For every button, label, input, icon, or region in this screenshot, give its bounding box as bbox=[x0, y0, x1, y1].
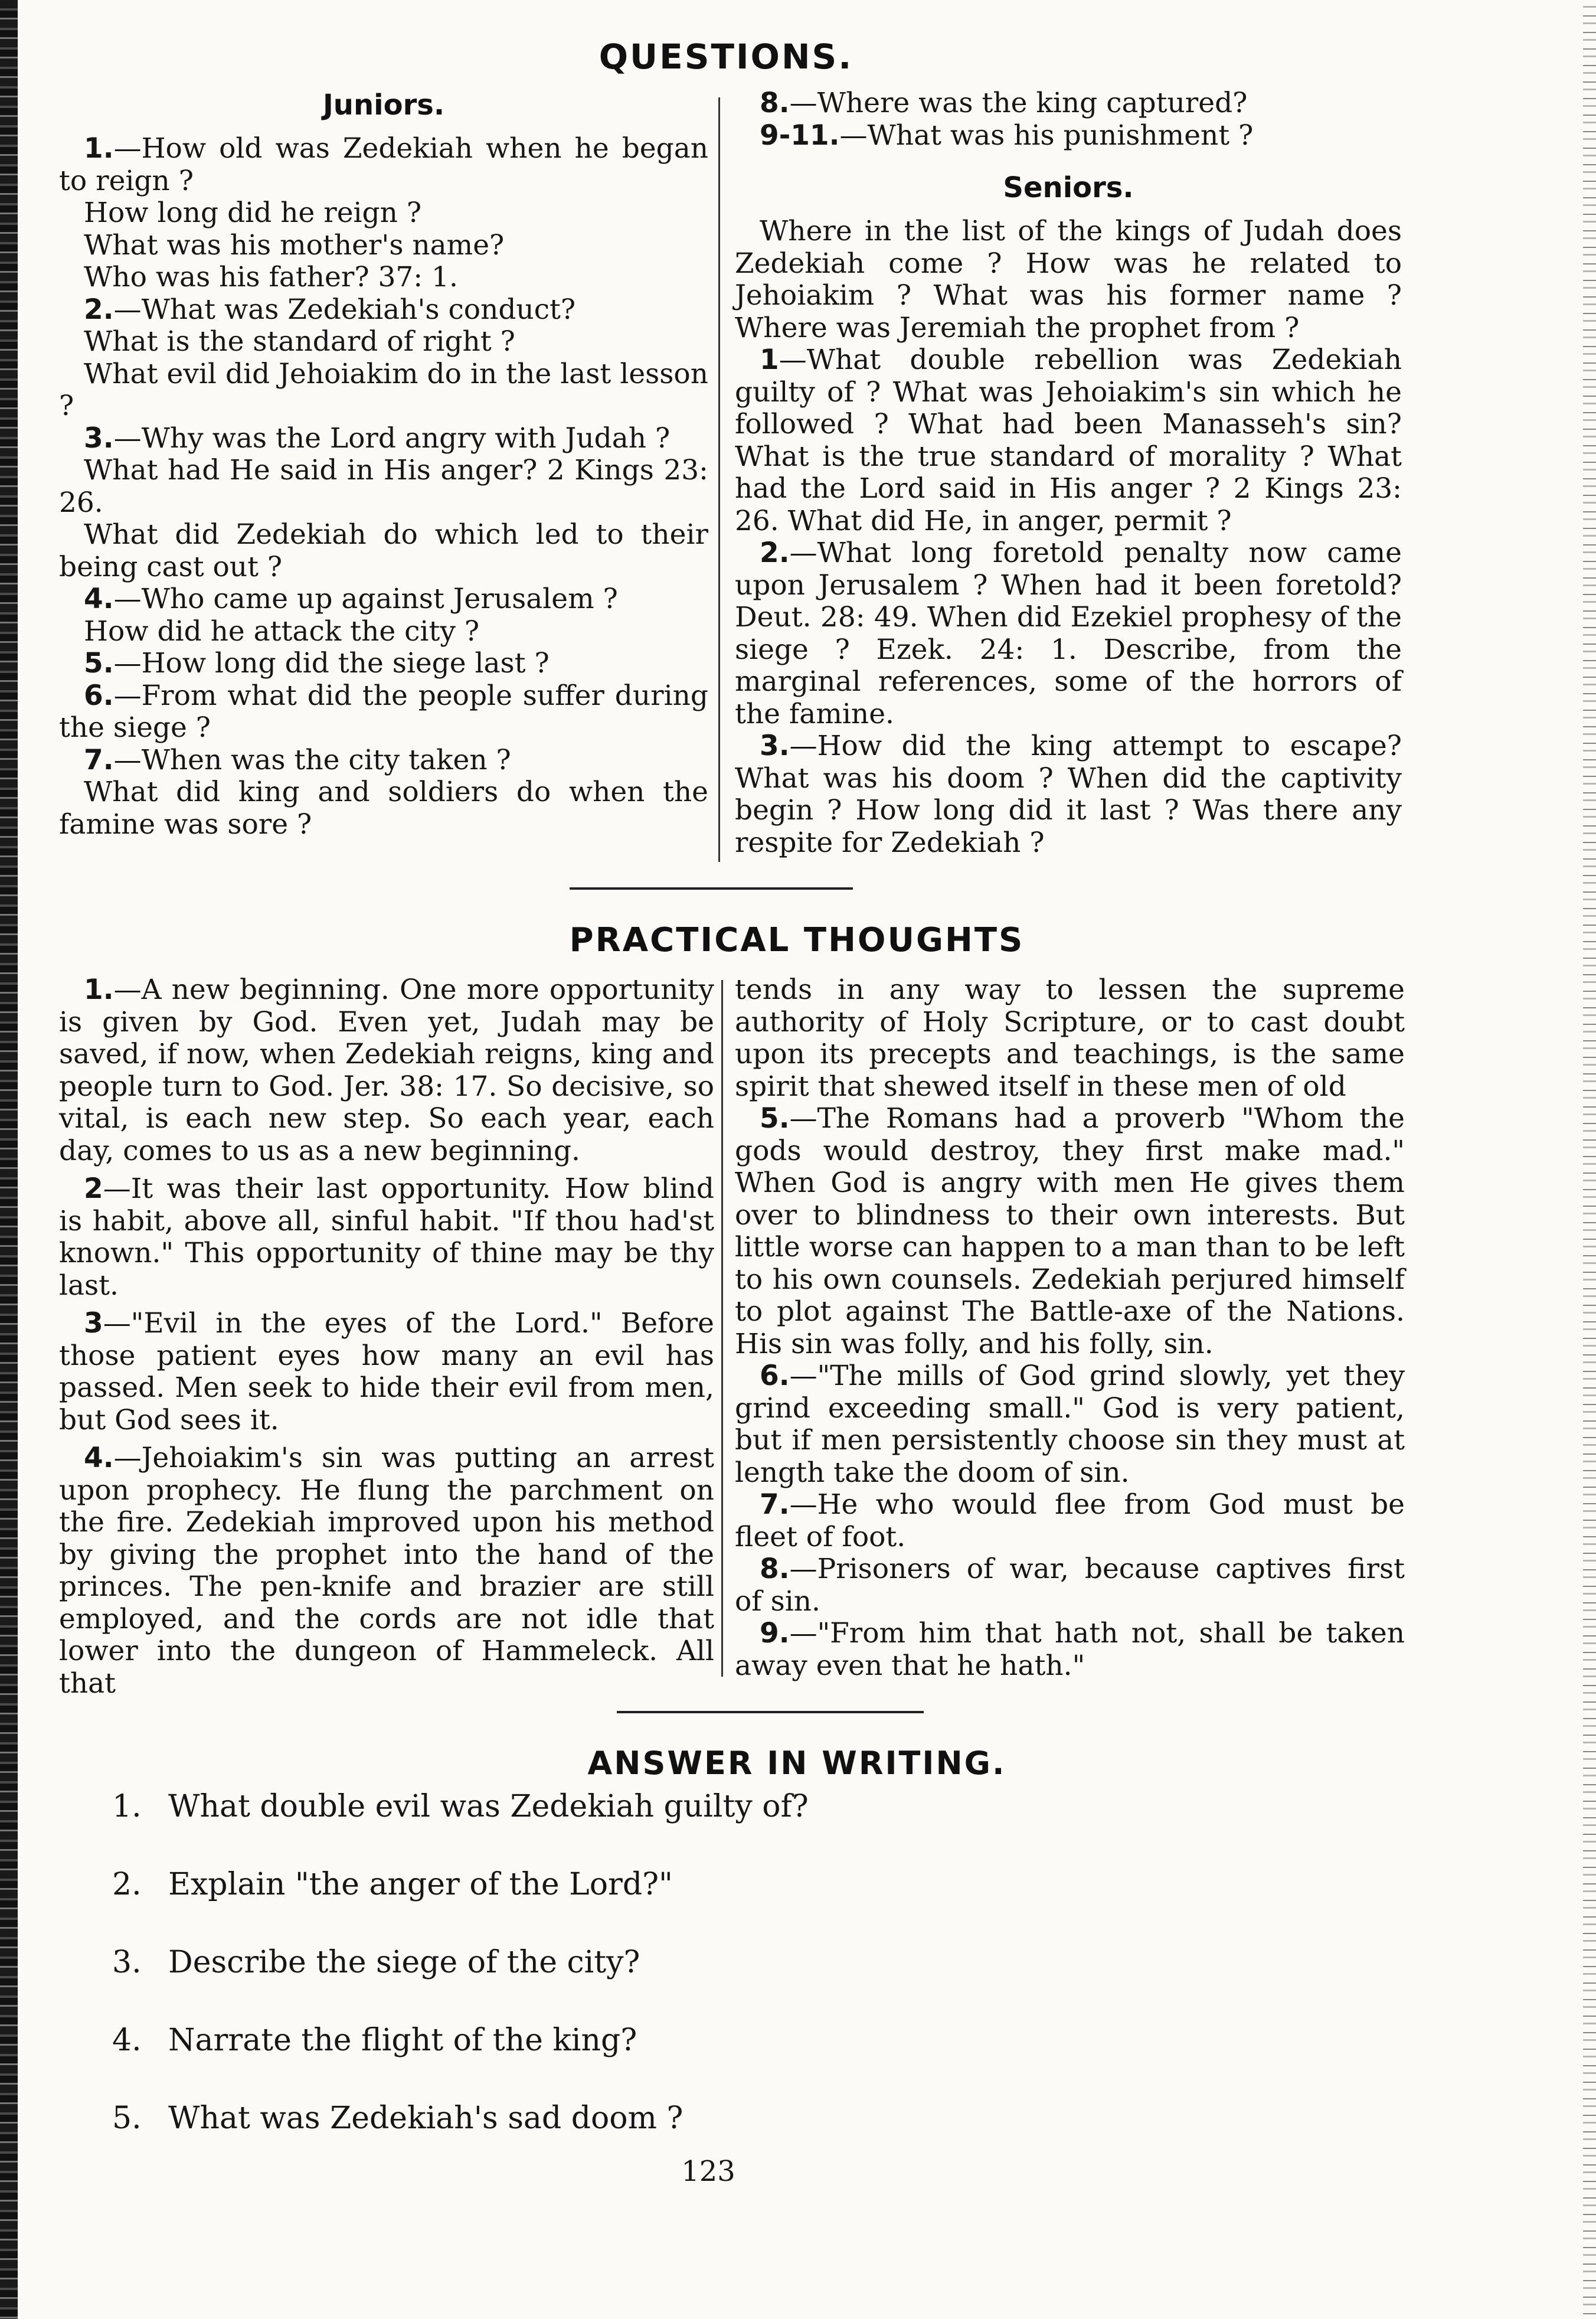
item-number: 3. bbox=[84, 422, 114, 455]
item-text: —"Evil in the eyes of the Lord." Before those patient eyes how many an evil has passed. Men seek to hide their evil from men, but God sees it. bbox=[59, 1307, 714, 1436]
item-text: —What was his punishment ? bbox=[839, 119, 1254, 152]
item-number: 5. bbox=[84, 647, 114, 680]
thought-item bbox=[59, 1442, 714, 1700]
practical-thoughts-left bbox=[59, 974, 714, 1700]
item-text: —Where was the king captured? bbox=[789, 87, 1248, 119]
item-text: —"From him that hath not, shall be taken away even that he hath." bbox=[735, 1617, 1405, 1682]
answer-number: 3. bbox=[112, 1945, 142, 1980]
item-text: —What double rebellion was Zedekiah guilty of ? What was Jehoiakim's sin which he followed ? What had been Manasseh's sin? What is the true standard of morality ? What had the Lord said in His anger ? 2 Kings 23: 26. What did He, in anger, permit ? bbox=[735, 344, 1402, 537]
answer-number: 1. bbox=[112, 1789, 142, 1824]
item-text: What evil did Jehoiakim do in the last lesson ? bbox=[59, 357, 708, 422]
answer-in-writing-heading: ANSWER IN WRITING. bbox=[587, 1745, 1006, 1782]
item-text: —Jehoiakim's sin was putting an arrest upon prophecy. He flung the parchment on the fire. Zedekiah improved upon his method by giving the prophet into the hand of the princes. The pen-knife and brazier are still employed, and the cords are not idle that lower into the dungeon of Hammeleck. All that bbox=[59, 1442, 714, 1700]
item-number: 6. bbox=[84, 679, 114, 712]
item-number: 9. bbox=[760, 1617, 790, 1650]
item-number: 3 bbox=[84, 1307, 103, 1340]
item-text: —It was their last opportunity. How blind is habit, above all, sinful habit. "If thou had'st known." This opportunity of thine may be thy last. bbox=[59, 1172, 714, 1302]
answer-text: Explain "the anger of the Lord?" bbox=[168, 1867, 673, 1902]
thought-item bbox=[735, 1618, 1405, 1682]
seniors-heading: Seniors. bbox=[1003, 171, 1134, 204]
question-item bbox=[735, 215, 1402, 344]
item-text: —How did the king attempt to escape? What was his doom ? When did the captivity begin ? How long did it last ? Was there any respite for Zedekiah ? bbox=[735, 730, 1402, 859]
juniors-questions bbox=[59, 133, 708, 841]
page-number: 123 bbox=[681, 2155, 735, 2188]
item-text: —What long foretold penalty now came upon Jerusalem ? When had it been foretold? Deut. 28: 49. When did Ezekiel prophesy of the siege ? Ezek. 24: 1. Describe, from the marginal references, some of the horrors of the famine. bbox=[735, 537, 1402, 730]
item-text: —Why was the Lord angry with Judah ? bbox=[113, 422, 671, 455]
section-divider-2 bbox=[617, 1711, 924, 1713]
item-text: What did Zedekiah do which led to their being cast out ? bbox=[59, 518, 708, 583]
item-number: 7. bbox=[760, 1488, 790, 1521]
question-item bbox=[735, 537, 1402, 730]
thought-item bbox=[735, 974, 1405, 1103]
question-item bbox=[59, 519, 708, 583]
item-text: What did king and soldiers do when the famine was sore ? bbox=[59, 776, 708, 841]
item-text: What is the standard of right ? bbox=[84, 325, 515, 358]
item-number: 3. bbox=[760, 730, 790, 762]
thought-item bbox=[735, 1103, 1405, 1360]
thought-item bbox=[59, 1173, 714, 1302]
item-text: —Who came up against Jerusalem ? bbox=[113, 583, 618, 615]
question-item bbox=[59, 776, 708, 841]
item-text: —When was the city taken ? bbox=[113, 743, 511, 776]
item-text: Where in the list of the kings of Judah does Zedekiah come ? How was he related to Jehoiakim ? What was his former name ? Where was Jeremiah the prophet from ? bbox=[735, 215, 1402, 344]
answer-text: What double evil was Zedekiah guilty of? bbox=[168, 1789, 809, 1824]
item-text: What had He said in His anger? 2 Kings 23: 26. bbox=[59, 454, 708, 519]
question-item bbox=[735, 730, 1402, 859]
answer-number: 2. bbox=[112, 1867, 142, 1902]
answer-item bbox=[112, 2023, 1352, 2101]
answer-text: Describe the siege of the city? bbox=[168, 1945, 640, 1980]
item-number: 1 bbox=[760, 344, 779, 376]
item-text: —From what did the people suffer during the siege ? bbox=[59, 679, 708, 744]
item-text: —How old was Zedekiah when he began to reign ? bbox=[59, 132, 708, 197]
question-item bbox=[59, 423, 708, 455]
thought-item bbox=[59, 974, 714, 1167]
answer-number: 4. bbox=[112, 2023, 142, 2058]
thought-item bbox=[59, 1308, 714, 1436]
answer-item bbox=[112, 1945, 1352, 2023]
binding-edge bbox=[0, 0, 18, 2319]
question-item bbox=[59, 744, 708, 777]
section-divider bbox=[570, 887, 853, 890]
question-item bbox=[59, 230, 708, 262]
answer-item bbox=[112, 1867, 1352, 1945]
item-text: —"The mills of God grind slowly, yet they grind exceeding small." God is very patient, but if men persistently choose sin they must at length take the doom of sin. bbox=[735, 1360, 1405, 1489]
item-text: —He who would flee from God must be fleet of foot. bbox=[735, 1488, 1405, 1553]
question-item bbox=[59, 583, 708, 616]
question-item bbox=[59, 326, 708, 358]
item-number: 1. bbox=[84, 132, 114, 165]
question-item bbox=[59, 455, 708, 519]
answer-text: Narrate the flight of the king? bbox=[168, 2023, 637, 2058]
question-item bbox=[59, 616, 708, 648]
juniors-heading: Juniors. bbox=[322, 89, 445, 122]
item-number: 7. bbox=[84, 743, 114, 776]
page-edge bbox=[1583, 0, 1596, 2319]
question-item bbox=[59, 680, 708, 744]
practical-thoughts-right bbox=[735, 974, 1405, 1682]
answer-list bbox=[112, 1789, 1352, 2178]
item-text: How long did he reign ? bbox=[84, 197, 422, 229]
item-number: 1. bbox=[84, 974, 114, 1006]
question-item bbox=[59, 133, 708, 197]
item-number: 8. bbox=[760, 87, 790, 119]
item-text: —How long did the siege last ? bbox=[113, 647, 550, 680]
item-text: How did he attack the city ? bbox=[84, 615, 480, 648]
question-item bbox=[59, 262, 708, 294]
item-text: —Prisoners of war, because captives first of sin. bbox=[735, 1553, 1405, 1618]
item-number: 6. bbox=[760, 1360, 790, 1392]
juniors-questions-continued bbox=[735, 87, 1402, 152]
practical-column-divider bbox=[721, 980, 723, 1677]
item-number: 4. bbox=[84, 1442, 114, 1474]
answer-text: What was Zedekiah's sad doom ? bbox=[168, 2101, 683, 2136]
item-number: 8. bbox=[760, 1553, 790, 1585]
thought-item bbox=[735, 1360, 1405, 1489]
thought-item bbox=[735, 1553, 1405, 1618]
practical-thoughts-heading: PRACTICAL THOUGHTS bbox=[569, 921, 1025, 959]
item-text: —What was Zedekiah's conduct? bbox=[113, 293, 576, 326]
seniors-questions bbox=[735, 215, 1402, 859]
item-text: What was his mother's name? bbox=[84, 228, 505, 262]
answer-number: 5. bbox=[112, 2101, 142, 2136]
item-text: Who was his father? 37: 1. bbox=[84, 261, 458, 293]
item-number: 9-11. bbox=[760, 119, 840, 152]
item-number: 5. bbox=[760, 1102, 790, 1135]
thought-item bbox=[735, 1489, 1405, 1553]
item-number: 4. bbox=[84, 583, 114, 615]
question-item bbox=[59, 294, 708, 326]
item-number: 2. bbox=[760, 537, 790, 569]
item-text: tends in any way to lessen the supreme authority of Holy Scripture, or to cast doubt upon its precepts and teachings, is the same spirit that shewed itself in these men of old bbox=[735, 974, 1405, 1103]
item-text: —A new beginning. One more opportunity is given by God. Even yet, Judah may be saved, if now, when Zedekiah reigns, king and people turn to God. Jer. 38: 17. So decisive, so vital, is each new step. So each year, each day, comes to us as a new beginning. bbox=[59, 974, 714, 1167]
question-item bbox=[59, 648, 708, 680]
item-text: —The Romans had a proverb "Whom the gods would destroy, they first make mad." When God is angry with men He gives them over to blindness to their own interests. But little worse can happen to a man than to be left to his own counsels. Zedekiah perjured himself to plot against The Battle-axe of the Nations. His sin was folly, and his folly, sin. bbox=[735, 1102, 1405, 1360]
item-number: 2 bbox=[84, 1172, 103, 1205]
question-item bbox=[59, 358, 708, 423]
item-number: 2. bbox=[84, 293, 114, 326]
questions-column-divider bbox=[718, 97, 720, 862]
question-item bbox=[59, 197, 708, 230]
question-item bbox=[735, 87, 1402, 120]
question-item bbox=[735, 120, 1402, 152]
question-item bbox=[735, 344, 1402, 537]
answer-item bbox=[112, 1789, 1352, 1867]
questions-heading: QUESTIONS. bbox=[598, 37, 853, 77]
